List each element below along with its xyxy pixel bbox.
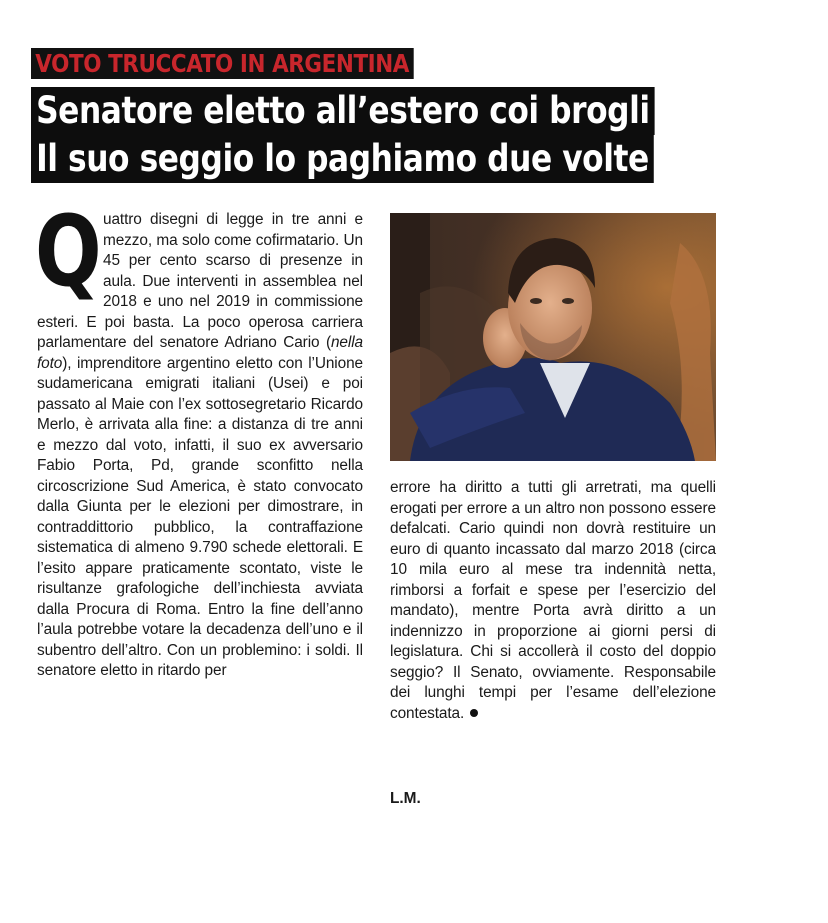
photo-reference: nella foto (37, 334, 363, 372)
author-signature: L.M. (390, 790, 421, 807)
senator-photo (390, 213, 716, 461)
body-text-right: errore ha diritto a tutti gli arretrati, ma quelli erogati per errore a un altro non possono essere defalcati. Cario quindi non dovrà restituire un euro di quanto incassato dal marzo 2018 (circa 10 mila euro al mese tra indennità netta, rimborsi a forfait e spese per l’esercizio del mandato), mentre Porta avrà diritto a un indennizzo in proporzione ai giorni persi di legislatura. Chi si accollerà il costo del doppio seggio? Il Senato, ovviamente. Responsabile dei lunghi tempi per l’esame dell’elezione contestata. (390, 479, 716, 722)
end-mark-icon (470, 709, 478, 717)
kicker-label: VOTO TRUCCATO IN ARGENTINA (31, 48, 413, 79)
drop-cap: Q (35, 195, 102, 309)
body-text-part1: uattro disegni di legge in tre anni e mezzo, ma solo come cofirmatario. Un 45 per cento scarso di presenze in aula. Due interventi in assemblea nel 2018 e uno nel 2019 in commissione esteri. E poi basta. La poco operosa carriera parlamentare del senatore Adriano Cario ( (37, 211, 363, 351)
article-body-right (390, 478, 716, 724)
article-column-right (390, 478, 716, 724)
article-column-left (35, 195, 363, 682)
headline-line-1: Senatore eletto all’estero coi brogli (31, 87, 655, 135)
headline-line-2: Il suo seggio lo paghiamo due volte (31, 135, 654, 183)
body-text-part2: ), imprenditore argentino eletto con l’Unione sudamericana emigrati italiani (Usei) e poi passato al Maie con l’ex sottosegretario Ricardo Merlo, è arrivata alla fine: a distanza di tre anni e mezzo dal voto, infatti, il suo ex avversario Fabio Porta, Pd, grande sconfitto nella circoscrizione Sud America, è stato convocato dalla Giunta per le elezioni per dimostrare, in contraddittorio pubblico, la contraffazione sistematica di almeno 9.790 schede elettorali. E l’esito appare praticamente scontato, viste le risultanze grafologiche dell’inchiesta avviata dalla Procura di Roma. Entro la fine dell’anno l’aula potrebbe votare la decadenza dell’uno e il subentro dell’altro. Con un problemino: i soldi. Il senatore eletto in ritardo per (37, 354, 363, 679)
senator-portrait-illustration (390, 213, 716, 461)
